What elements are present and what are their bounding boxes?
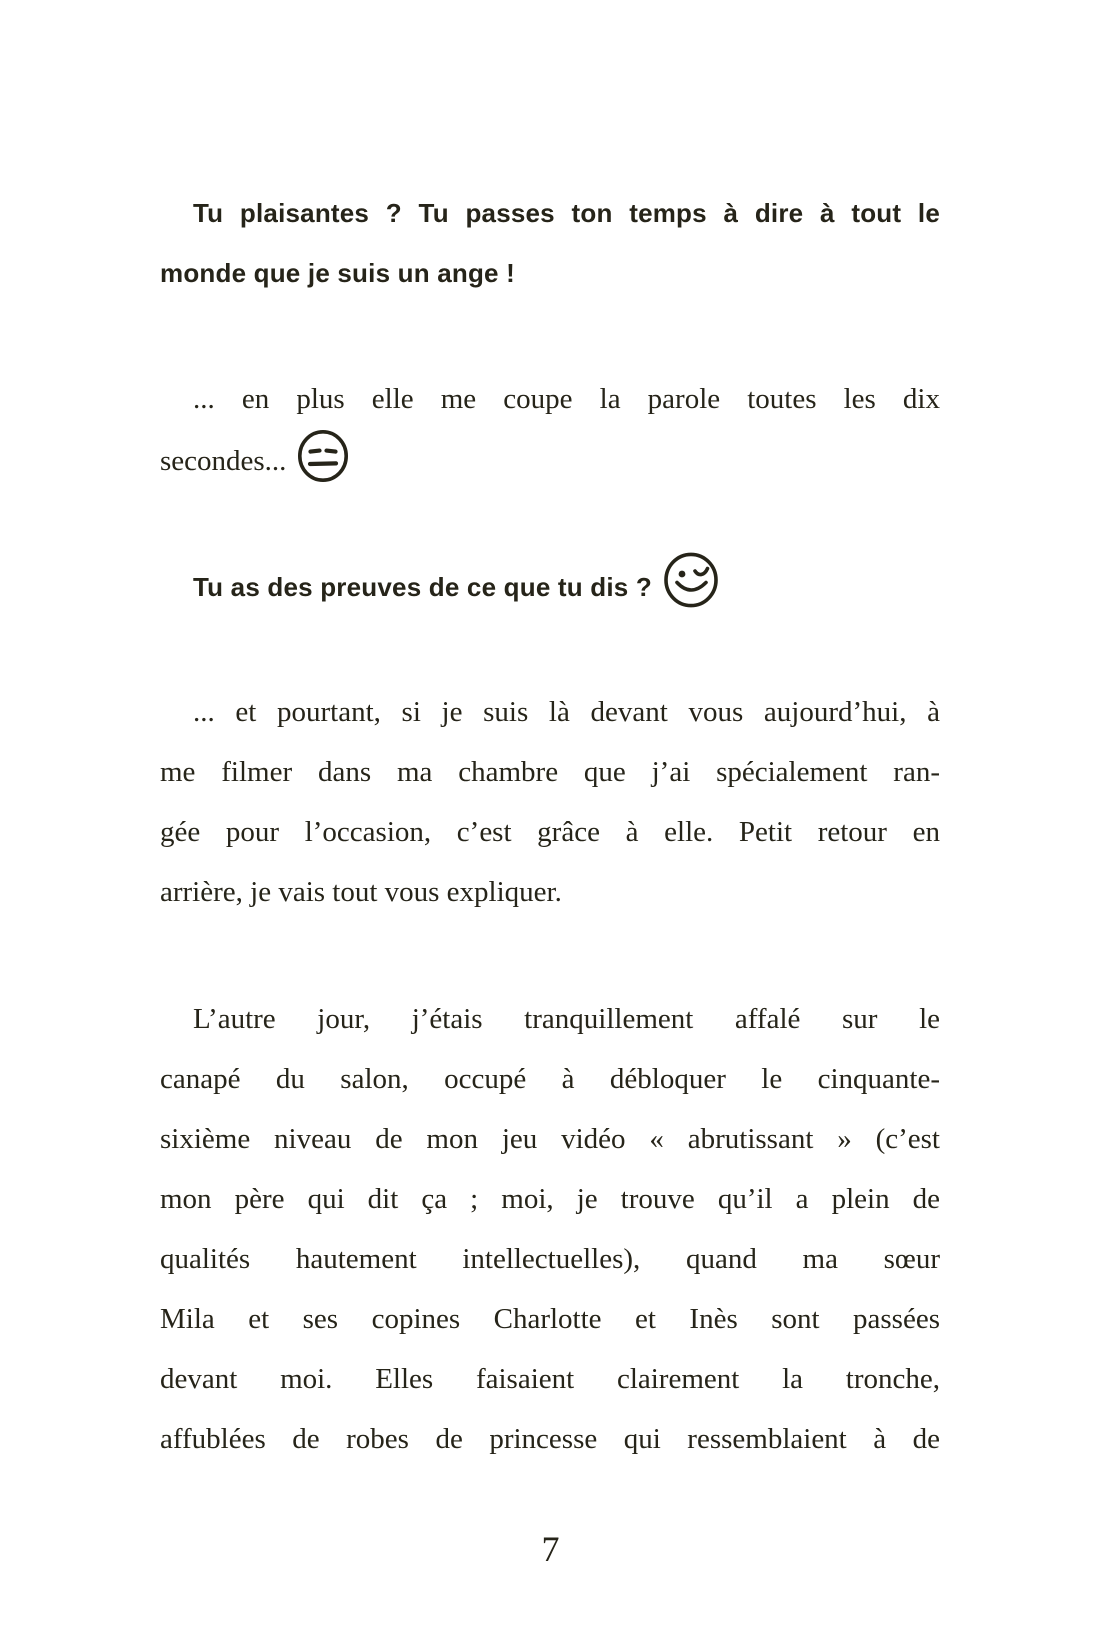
dialogue-paragraph: [160, 551, 940, 617]
body-paragraph: [160, 682, 940, 922]
body-text-line: mon père qui dit ça ; moi, je trouve qu’il a plein de: [160, 1183, 940, 1215]
page-content: [160, 183, 940, 1469]
body-text-line: me filmer dans ma chambre que j’ai spécialement ran-: [160, 756, 940, 788]
dialogue-paragraph: [160, 183, 940, 303]
page-number: 7: [541, 1529, 560, 1569]
body-text-line: [160, 429, 940, 491]
dialogue-line: [160, 551, 940, 617]
body-text-line: L’autre jour, j’étais tranquillement affalé sur le: [193, 1003, 940, 1035]
body-text-line: gée pour l’occasion, c’est grâce à elle. Petit retour en: [160, 816, 940, 848]
body-text-line: Mila et ses copines Charlotte et Inès sont passées: [160, 1303, 940, 1335]
body-paragraph: [160, 989, 940, 1469]
body-text-line: devant moi. Elles faisaient clairement la tronche,: [160, 1363, 940, 1395]
body-text-line: arrière, je vais tout vous expliquer.: [160, 876, 562, 908]
body-text-line: ... en plus elle me coupe la parole toutes les dix: [193, 383, 940, 415]
body-text-line: sixième niveau de mon jeu vidéo « abrutissant » (c’est: [160, 1123, 940, 1155]
dialogue-line: monde que je suis un ange !: [160, 258, 516, 288]
dialogue-line-text: Tu as des preuves de ce que tu dis ?: [193, 572, 652, 602]
body-paragraph: [160, 369, 940, 491]
body-text-line: canapé du salon, occupé à débloquer le cinquante-: [160, 1063, 940, 1095]
body-text-line: affublées de robes de princesse qui ressemblaient à de: [160, 1423, 940, 1455]
body-text-line-text: secondes...: [160, 445, 287, 477]
expressionless-face-icon: [296, 429, 350, 483]
body-text-line: qualités hautement intellectuelles), quand ma sœur: [160, 1243, 940, 1275]
winking-face-icon: [662, 551, 720, 609]
body-text-line: ... et pourtant, si je suis là devant vous aujourd’hui, à: [193, 696, 940, 728]
dialogue-line: Tu plaisantes ? Tu passes ton temps à dire à tout le: [193, 198, 940, 228]
